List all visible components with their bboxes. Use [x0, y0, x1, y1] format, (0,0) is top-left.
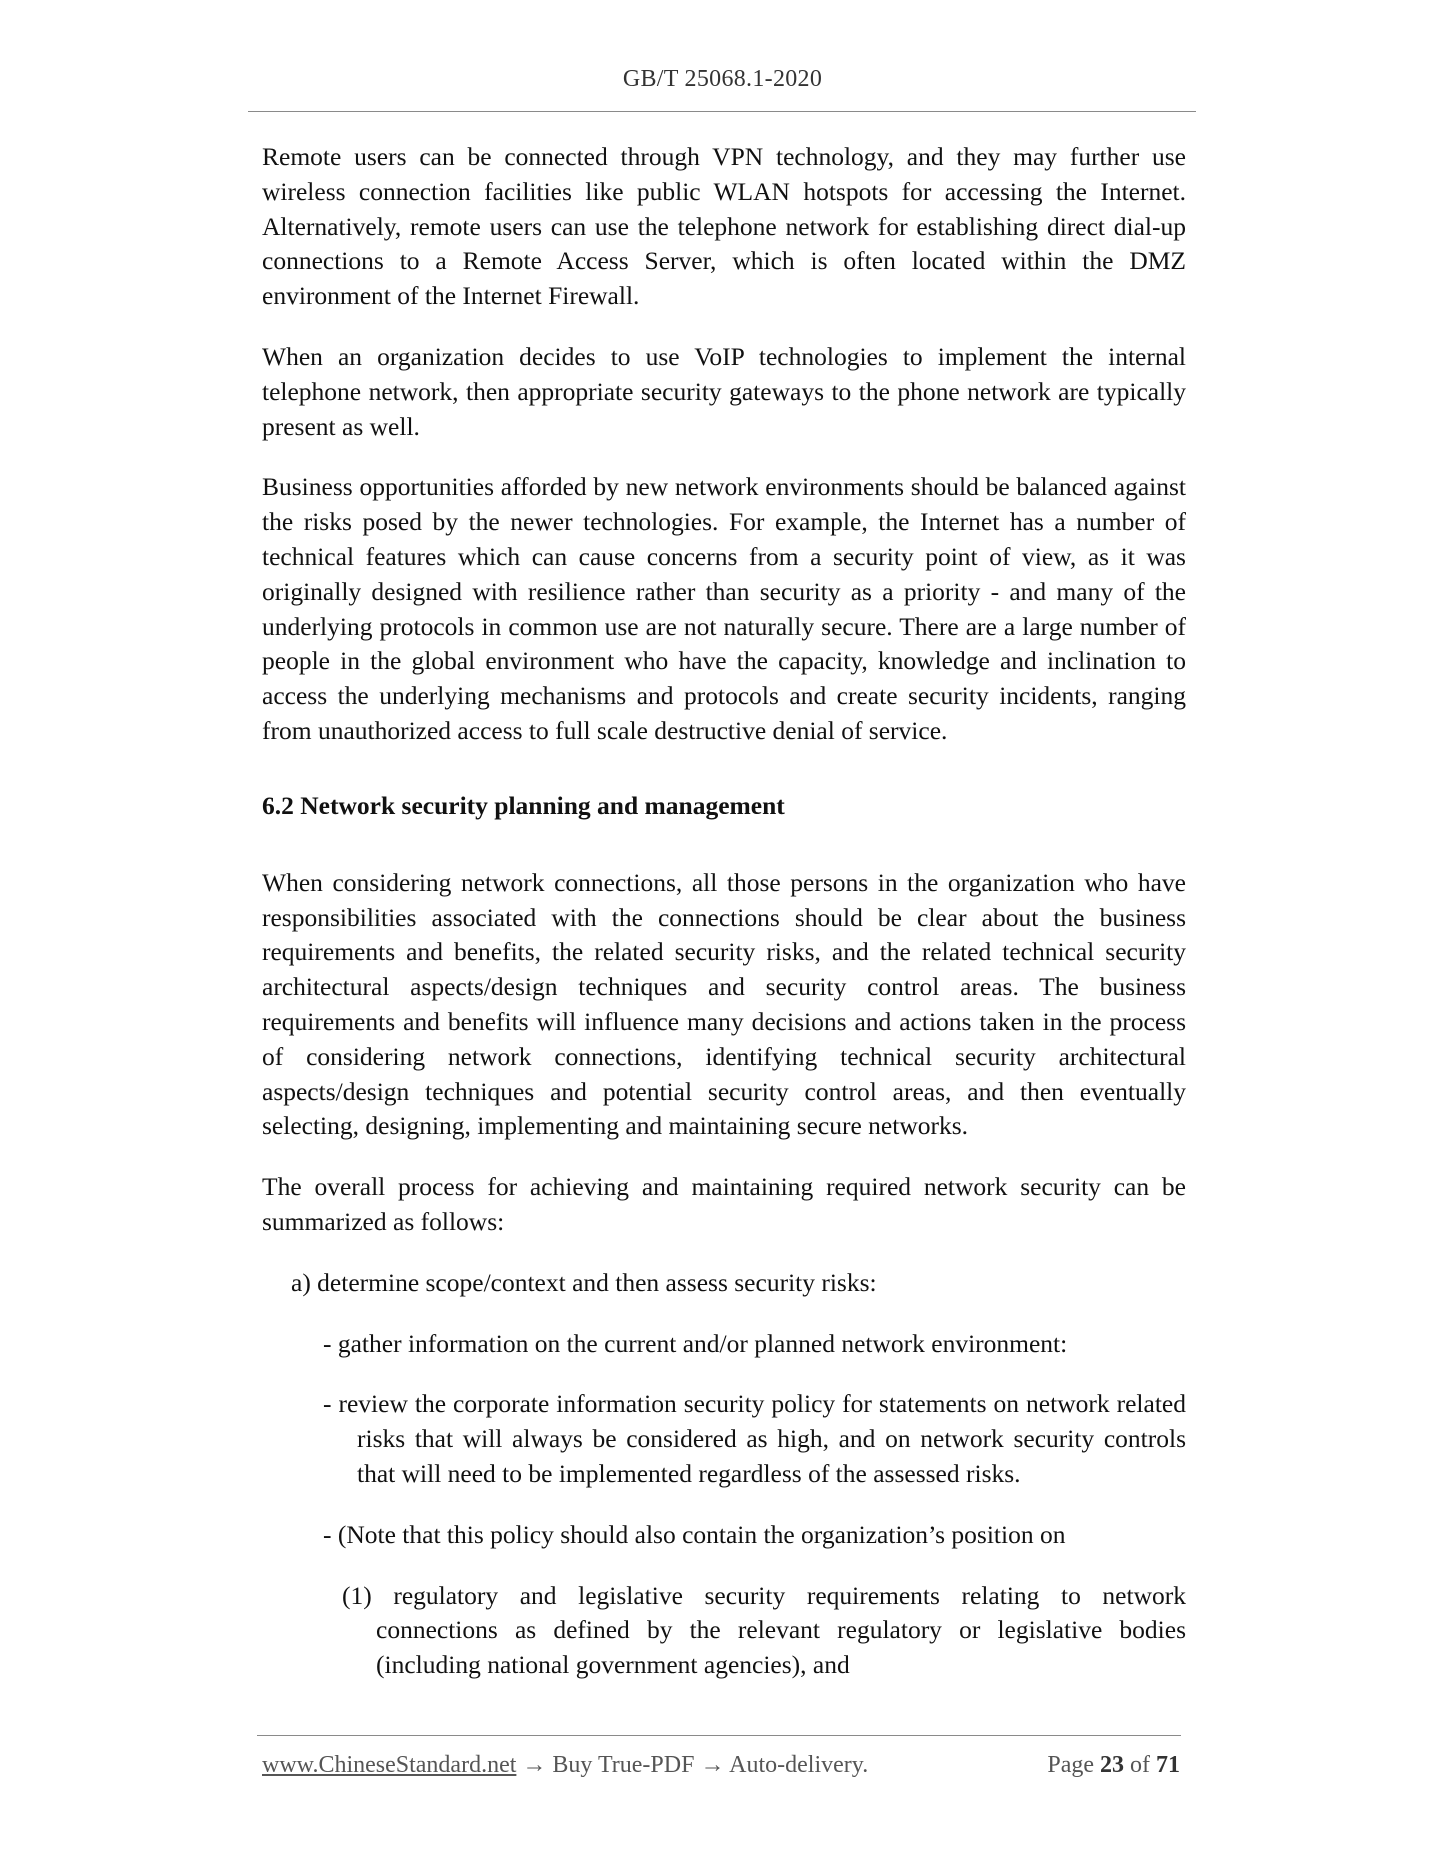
section-heading-6-2: 6.2 Network security planning and management: [262, 790, 785, 820]
arrow-right-icon: →: [522, 1752, 547, 1778]
page-total: 71: [1156, 1752, 1180, 1778]
header-divider: [248, 111, 1196, 112]
page-counter: [1047, 1752, 1180, 1779]
list-subitem-1: (1) regulatory and legislative security requirements relating to network connections as defined by the relevant regulatory or legislative bodies (including national government agencies), and: [342, 1580, 1186, 1680]
list-bullet-note: - (Note that this policy should also contain the organization’s position on: [323, 1519, 1066, 1549]
website-link[interactable]: www.ChineseStandard.net: [262, 1752, 517, 1778]
footer-promo: [262, 1752, 868, 1779]
buy-pdf-text: Buy True-PDF: [552, 1752, 695, 1778]
paragraph-overall-process: The overall process for achieving and maintaining required network security can be summarized as follows:: [262, 1172, 1186, 1236]
list-bullet-review: - review the corporate information security policy for statements on network related risks that will always be considered as high, and on network security controls that will need to be implemented regardless of the assessed risks.: [323, 1389, 1186, 1488]
of-label: of: [1130, 1752, 1150, 1778]
list-item-a: a) determine scope/context and then assess security risks:: [291, 1267, 877, 1297]
page-header: GB/T 25068.1-2020: [622, 66, 823, 92]
arrow-right-icon: →: [700, 1752, 725, 1778]
paragraph-remote-users: Remote users can be connected through VPN technology, and they may further use wireless connection facilities like public WLAN hotspots for accessing the Internet. Alternatively, remote users can use the telephone network for establishing direct dial-up connections to a Remote Access Server, which is often located within the DMZ environment of the Internet Firewall.: [262, 142, 1186, 311]
paragraph-business-opportunities: Business opportunities afforded by new network environments should be balanced against the risks posed by the newer technologies. For example, the Internet has a number of technical features which can cause concerns from a security point of view, as it was originally designed with resilience rather than security as a priority - and many of the underlying protocols in common use are not naturally secure. There are a large number of people in the global environment who have the capacity, knowledge and inclination to access the underlying mechanisms and protocols and create security incidents, ranging from unauthorized access to full scale destructive denial of service.: [262, 472, 1186, 745]
list-bullet-gather: - gather information on the current and/or planned network environment:: [323, 1328, 1068, 1358]
auto-delivery-text: Auto-delivery.: [729, 1752, 869, 1778]
page-body: [262, 140, 1186, 1709]
paragraph-voip: When an organization decides to use VoIP technologies to implement the internal telephone network, then appropriate security gateways to the phone network are typically present as well.: [262, 341, 1186, 441]
page-number: 23: [1100, 1752, 1124, 1778]
page-label: Page: [1047, 1752, 1094, 1778]
footer-divider: [257, 1735, 1181, 1736]
paragraph-network-connections: When considering network connections, all those persons in the organization who have responsibilities associated with the connections should be clear about the business requirements and benefits, the related security risks, and the related technical security architectural aspects/design techniques and security control areas. The business requirements and benefits will influence many decisions and actions taken in the process of considering network connections, identifying technical security architectural aspects/design techniques and potential security control areas, and then eventually selecting, designing, implementing and maintaining secure networks.: [262, 867, 1186, 1141]
